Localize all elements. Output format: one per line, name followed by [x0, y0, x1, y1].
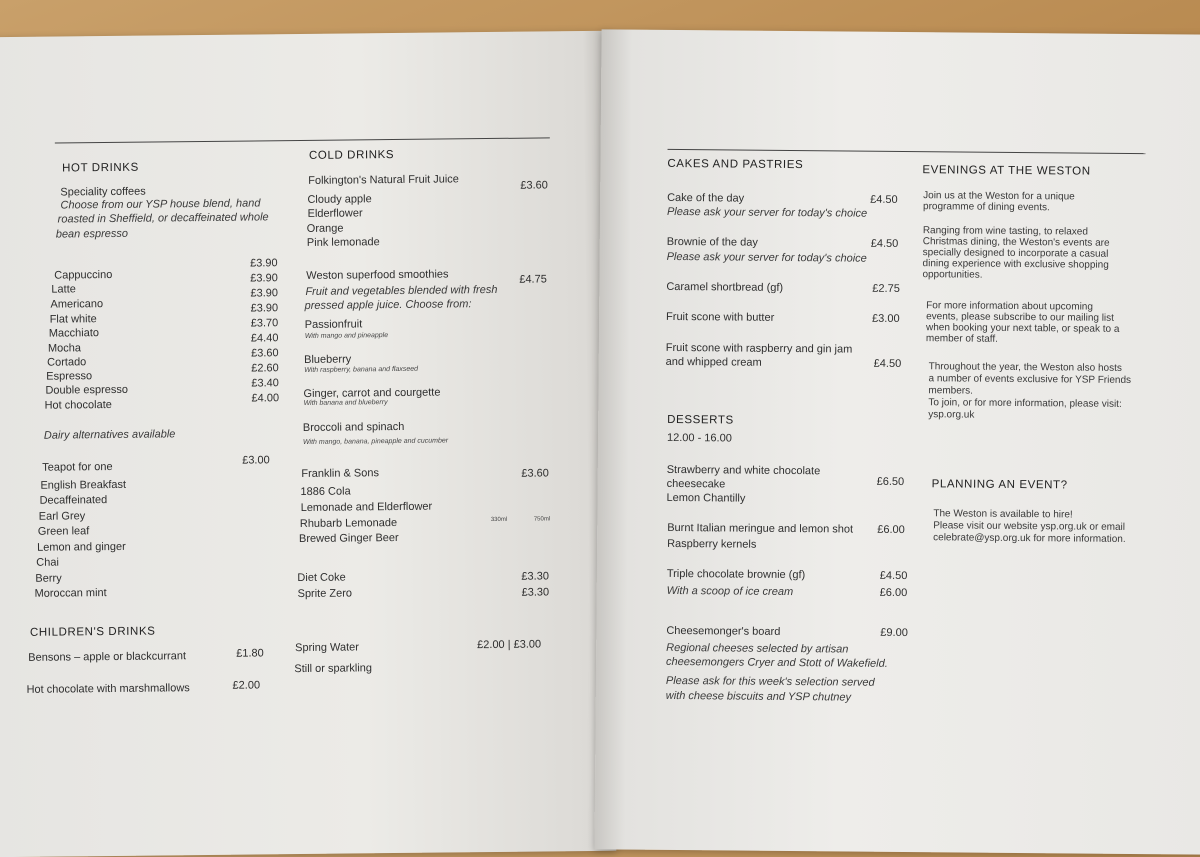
evenings-paragraph: Ranging from wine tasting, to relaxed Christmas dining, the Weston's events are specially designed to incorporate a casual dining experience with exclusive shopping opportunities. — [922, 225, 1110, 281]
menu-item: Orange — [306, 222, 344, 235]
menu-price: £2.00 — [232, 679, 261, 692]
menu-item: Fruit scone with butter — [666, 310, 775, 324]
speciality-coffees-title: Speciality coffees — [60, 185, 146, 199]
menu-item: Berry — [35, 572, 62, 585]
menu-item: Cake of the day — [667, 191, 745, 205]
menu-item: Fruit scone with raspberry and gin jam — [665, 341, 853, 356]
menu-item: Broccoli and spinach — [302, 420, 405, 434]
menu-price: £4.50 — [873, 357, 902, 370]
menu-item: Ginger, carrot and courgette — [303, 386, 441, 400]
juice-title: Folkington's Natural Fruit Juice — [308, 173, 459, 187]
menu-price: £3.40 — [251, 377, 279, 390]
evenings-paragraph: For more information about upcoming events, please subscribe to our mailing list when booking your next table, or speak to a member of staff. — [925, 300, 1120, 345]
menu-price: £3.90 — [250, 257, 278, 270]
diet-coke: Diet Coke — [297, 571, 346, 585]
menu-item-desc: Please ask for this week's selection served — [665, 674, 875, 689]
menu-item: Strawberry and white chocolate — [666, 463, 821, 478]
menu-item: Elderflower — [307, 207, 363, 220]
menu-item: Pink lemonade — [306, 236, 380, 249]
planning-heading: PLANNING AN EVENT? — [931, 478, 1068, 492]
menu-price: £6.00 — [877, 523, 905, 537]
menu-item: Chai — [36, 556, 59, 569]
menu-item-desc: cheesemongers Cryer and Stott of Wakefield. — [666, 655, 888, 670]
menu-price: £9.00 — [880, 626, 908, 640]
menu-item-desc: With raspberry, banana and flaxseed — [304, 365, 419, 374]
menu-item-desc: With mango and pineapple — [304, 332, 389, 340]
menu-item: Espresso — [46, 370, 93, 383]
menu-item: Hot chocolate — [44, 398, 112, 412]
evenings-heading: EVENINGS AT THE WESTON — [922, 164, 1091, 178]
menu-item: Burnt Italian meringue and lemon shot — [667, 521, 854, 536]
menu-price: £2.75 — [872, 282, 900, 295]
menu-item-desc: With banana and blueberry — [303, 399, 388, 407]
menu-item: Green leaf — [37, 525, 90, 538]
evenings-paragraph: Throughout the year, the Weston also hosts a number of events exclusive for YSP Friends members. To join, or for more information, please visit: ysp.org.uk — [928, 361, 1132, 421]
evenings-paragraph: Join us at the Weston for a unique programme of dining events. — [923, 190, 1075, 214]
menu-price: £3.90 — [250, 287, 279, 300]
menu-item: Macchiato — [48, 327, 100, 340]
smoothie-title: Weston superfood smoothies — [306, 268, 449, 282]
menu-item: Caramel shortbread (gf) — [666, 280, 784, 294]
franklin-title: Franklin & Sons — [301, 467, 380, 480]
menu-item: Moroccan mint — [34, 587, 107, 600]
dairy-note: Dairy alternatives available — [43, 428, 176, 442]
menu-item-desc: Please ask your server for today's choice — [666, 205, 868, 220]
menu-item: and whipped cream — [665, 355, 762, 369]
menu-left-page — [0, 31, 616, 857]
smoothie-desc: pressed apple juice. Choose from: — [304, 298, 472, 312]
menu-item: Lemonade and Elderflower — [300, 500, 433, 515]
diet-coke-price: £3.30 — [521, 570, 549, 583]
size-330ml: 330ml — [490, 516, 508, 524]
menu-item: English Breakfast — [40, 478, 127, 492]
sprite-zero-price: £3.30 — [521, 586, 550, 599]
childrens-drinks-heading: CHILDREN'S DRINKS — [29, 625, 156, 639]
top-rule — [668, 149, 1146, 154]
franklin-price: £3.60 — [521, 467, 549, 480]
desserts-heading: DESSERTS — [667, 413, 734, 427]
menu-item: Hot chocolate with marshmallows — [26, 682, 190, 696]
menu-item-desc: Lemon Chantilly — [666, 491, 746, 505]
menu-price: £3.70 — [250, 317, 279, 330]
menu-item: Latte — [51, 283, 76, 296]
menu-item-desc: Regional cheeses selected by artisan — [666, 641, 849, 656]
menu-item: Cortado — [47, 356, 87, 369]
menu-item: Bensons – apple or blackcurrant — [28, 650, 187, 664]
size-750ml: 750ml — [533, 516, 551, 523]
menu-item: Lemon and ginger — [37, 540, 126, 554]
menu-item: 1886 Cola — [300, 485, 351, 499]
menu-item: Double espresso — [45, 383, 129, 397]
menu-item: Americano — [50, 298, 104, 311]
menu-item: Flat white — [49, 313, 97, 326]
teapot-price: £3.00 — [242, 454, 270, 467]
menu-price: £3.60 — [250, 347, 279, 360]
menu-price: £3.00 — [872, 312, 900, 325]
menu-right-page — [594, 29, 1200, 854]
top-rule — [55, 137, 550, 143]
menu-item-desc: with cheese biscuits and YSP chutney — [665, 689, 852, 704]
menu-price: £1.80 — [236, 647, 264, 660]
menu-item: Earl Grey — [38, 510, 86, 523]
menu-price: £4.50 — [870, 193, 898, 206]
menu-item: Triple chocolate brownie (gf) — [666, 567, 806, 582]
planning-text: The Weston is available to hire! Please visit our website ysp.org.uk or email celebrate@ysp.org.uk for more information. — [933, 508, 1126, 545]
teapot-title: Teapot for one — [42, 460, 113, 474]
menu-item-desc: With mango, banana, pineapple and cucumber — [302, 437, 449, 446]
speciality-desc: bean espresso — [55, 227, 129, 241]
menu-price: £4.40 — [250, 332, 279, 345]
smoothie-price: £4.75 — [519, 273, 547, 286]
menu-price: £4.50 — [870, 237, 899, 250]
menu-price: £4.00 — [251, 392, 280, 405]
menu-item: Decaffeinated — [39, 494, 108, 507]
juice-price: £3.60 — [520, 179, 548, 192]
speciality-desc: Choose from our YSP house blend, hand — [60, 197, 261, 212]
cold-drinks-heading: COLD DRINKS — [308, 149, 395, 162]
menu-item: Mocha — [47, 342, 82, 355]
menu-item: Blueberry — [304, 353, 352, 366]
spring-water-price: £2.00 | £3.00 — [477, 638, 542, 652]
sprite-zero: Sprite Zero — [297, 587, 353, 601]
menu-price: £6.00 — [879, 586, 908, 600]
menu-price: £2.60 — [251, 362, 279, 375]
menu-item: Cloudy apple — [307, 193, 372, 206]
menu-item-desc: Raspberry kernels — [667, 537, 757, 551]
menu-price: £6.50 — [876, 475, 905, 489]
menu-item: Brewed Ginger Beer — [298, 531, 399, 546]
menu-item: cheesecake — [666, 477, 726, 491]
menu-item: Passionfruit — [304, 318, 363, 331]
menu-item: Brownie of the day — [666, 235, 758, 249]
menu-price: £3.90 — [250, 272, 278, 285]
cakes-heading: CAKES AND PASTRIES — [667, 157, 804, 172]
spring-water-desc: Still or sparkling — [294, 662, 373, 676]
menu-item: Rhubarb Lemonade — [299, 516, 398, 531]
menu-price: £3.90 — [250, 302, 279, 315]
menu-item: Cheesemonger's board — [666, 624, 781, 638]
menu-item-desc: Please ask your server for today's choice — [666, 250, 867, 265]
menu-item-desc: With a scoop of ice cream — [666, 584, 794, 599]
spring-water: Spring Water — [295, 641, 359, 655]
hot-drinks-heading: HOT DRINKS — [62, 161, 139, 175]
menu-price: £4.50 — [879, 569, 908, 583]
desserts-hours: 12.00 - 16.00 — [666, 431, 732, 445]
speciality-desc: roasted in Sheffield, or decaffeinated whole — [57, 211, 269, 226]
smoothie-desc: Fruit and vegetables blended with fresh — [305, 283, 498, 298]
menu-item: Cappuccino — [54, 268, 113, 282]
